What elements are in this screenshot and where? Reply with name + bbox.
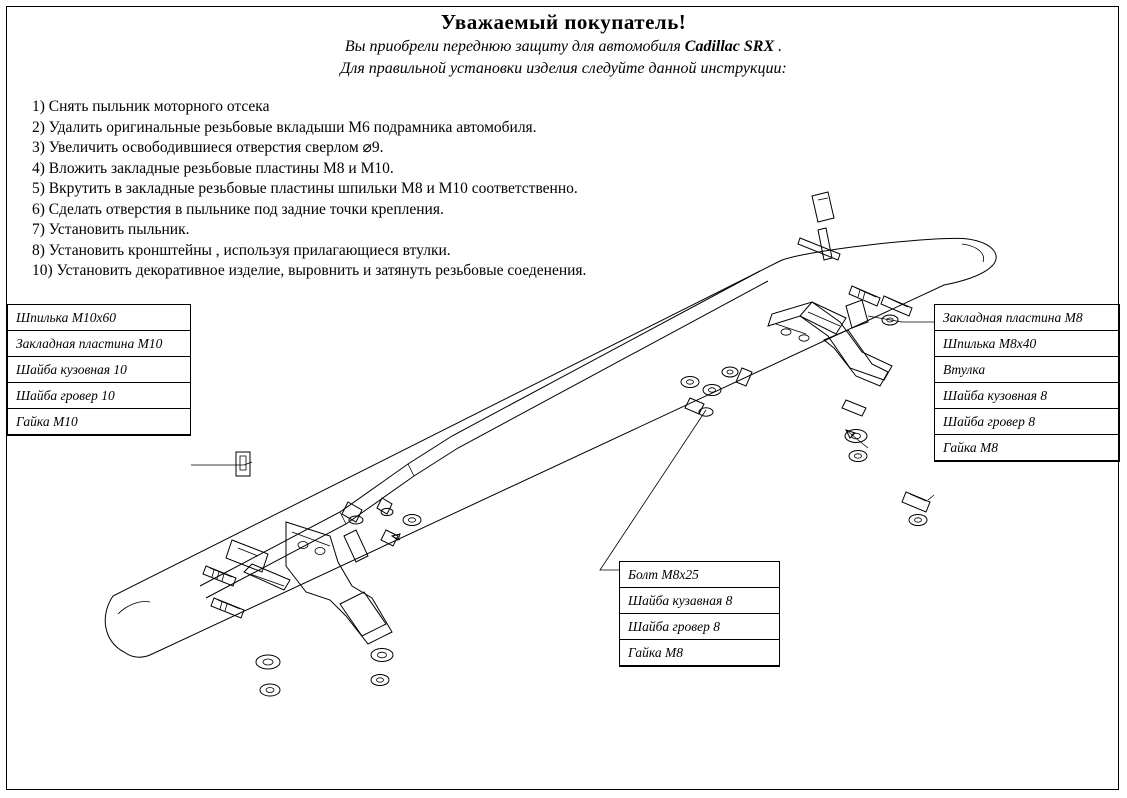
left-part-4: Шайба гровер 10: [8, 383, 190, 409]
vehicle-model: Cadillac SRX: [684, 38, 775, 55]
bottom-part-3: Шайба гровер 8: [620, 614, 779, 640]
bottom-part-1: Болт М8х25: [620, 562, 779, 588]
right-part-5: Шайба гровер 8: [935, 409, 1119, 435]
intro-prefix: Вы приобрели переднюю защиту для автомобиля: [344, 38, 685, 55]
left-part-3: Шайба кузовная 10: [8, 357, 190, 383]
right-part-1: Закладная пластина М8: [935, 305, 1119, 331]
bottom-part-4: Гайка М8: [620, 640, 779, 666]
page-title: Уважаемый покупатель!: [440, 10, 687, 34]
left-parts-callout: [7, 304, 191, 436]
step-8: 8) Установить кронштейны , используя прилагающиеся втулки.: [32, 241, 451, 259]
instruction-steps: [32, 97, 832, 282]
left-part-1: Шпилька М10х60: [8, 305, 190, 331]
right-part-4: Шайба кузовная 8: [935, 383, 1119, 409]
bottom-part-2: Шайба кузавная 8: [620, 588, 779, 614]
step-10: 10) Установить декоративное изделие, выровнить и затянуть резьбовые соеденения.: [32, 262, 587, 279]
step-2: 2) Удалить оригинальные резьбовые вкладыши М6 подрамника автомобиля.: [32, 118, 537, 136]
step-3: 3) Увеличить освободившиеся отверстия сверлом ⌀9.: [32, 139, 384, 156]
step-1: 1) Снять пыльник моторного отсека: [32, 98, 270, 115]
right-parts-callout: [934, 304, 1120, 462]
right-part-6: Гайка М8: [935, 435, 1119, 461]
step-6: 6) Сделать отверстия в пыльнике под задние точки крепления.: [32, 200, 444, 218]
intro-suffix: .: [774, 38, 783, 55]
step-7: 7) Установить пыльник.: [32, 221, 190, 238]
step-5: 5) Вкрутить в закладные резьбовые пластины шпильки М8 и М10 соответственно.: [32, 180, 578, 197]
step-4: 4) Вложить закладные резьбовые пластины М8 и М10.: [32, 159, 394, 177]
left-part-5: Гайка М10: [8, 409, 190, 435]
left-part-2: Закладная пластина М10: [8, 331, 190, 357]
intro-line-2: Для правильной установки изделия следуйте данной инструкции:: [340, 60, 787, 77]
bottom-parts-callout: [619, 561, 780, 667]
right-part-2: Шпилька М8х40: [935, 331, 1119, 357]
right-part-3: Втулка: [935, 357, 1119, 383]
intro-line-1: [0, 38, 1127, 56]
